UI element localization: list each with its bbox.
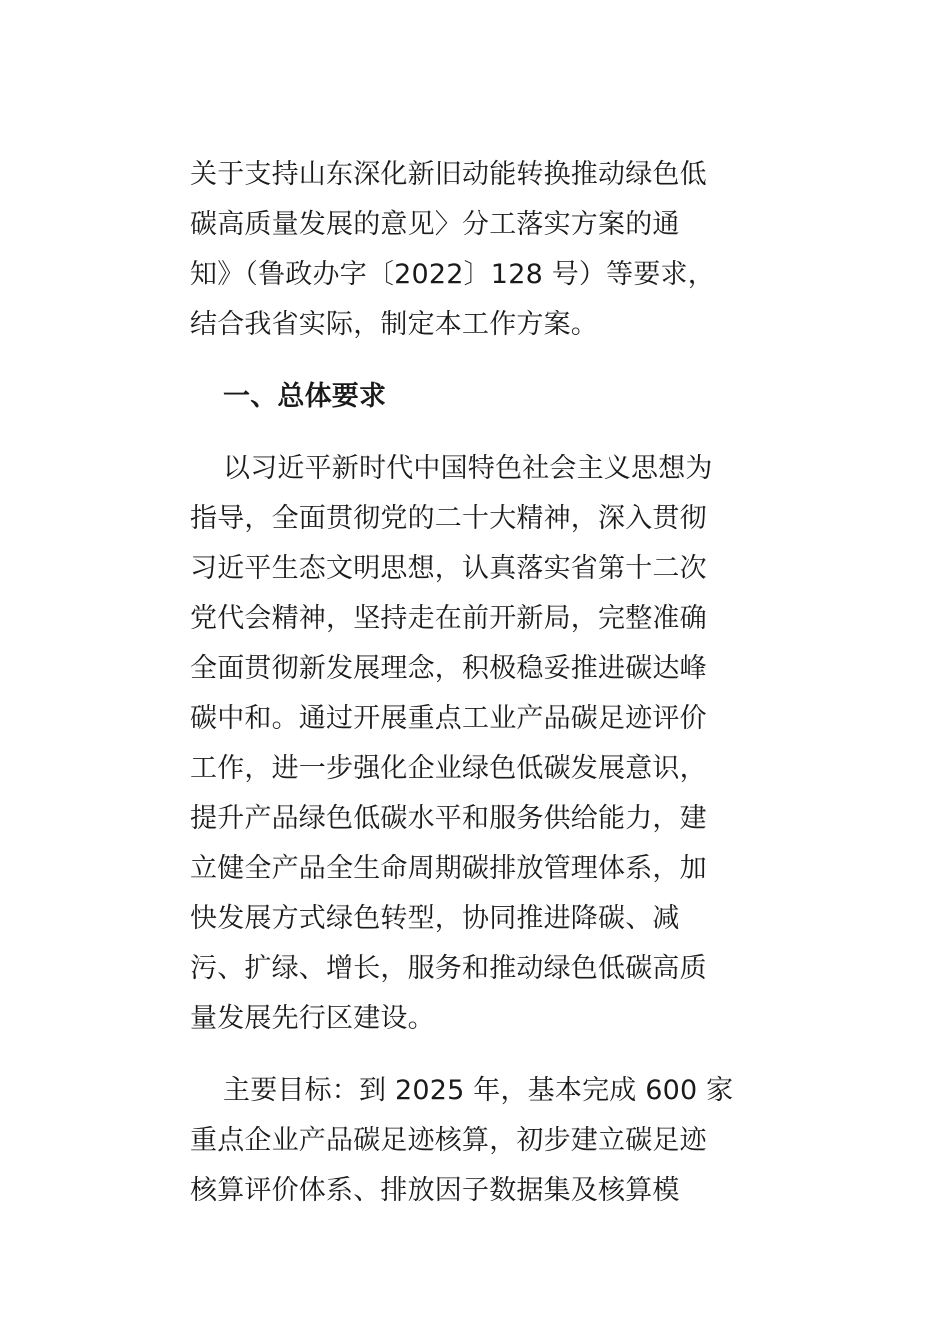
text-line: 指导，全面贯彻党的二十大精神，深入贯彻 xyxy=(190,503,707,534)
text-line: 污、扩绿、增长，服务和推动绿色低碳高质 xyxy=(190,953,707,984)
document-page xyxy=(190,150,760,1216)
text-line: 快发展方式绿色转型，协同推进降碳、减 xyxy=(190,903,680,934)
text-line: 关于支持山东深化新旧动能转换推动绿色低 xyxy=(190,159,707,190)
section-heading: 一、总体要求 xyxy=(223,381,387,412)
text-line: 工作，进一步强化企业绿色低碳发展意识， xyxy=(190,753,707,784)
goals-paragraph xyxy=(190,1066,760,1216)
text-line: 重点企业产品碳足迹核算，初步建立碳足迹 xyxy=(190,1125,707,1156)
text-line: 结合我省实际，制定本工作方案。 xyxy=(190,309,598,340)
text-line: 碳高质量发展的意见〉分工落实方案的通 xyxy=(190,209,680,240)
text-line: 碳中和。通过开展重点工业产品碳足迹评价 xyxy=(190,703,707,734)
text-line: 核算评价体系、排放因子数据集及核算模 xyxy=(190,1175,680,1206)
guidance-paragraph xyxy=(190,444,760,1044)
text-line: 量发展先行区建设。 xyxy=(190,1003,435,1034)
text-line: 立健全产品全生命周期碳排放管理体系，加 xyxy=(190,853,707,884)
intro-paragraph xyxy=(190,150,760,350)
text-line: 党代会精神，坚持走在前开新局，完整准确 xyxy=(190,603,707,634)
text-line: 习近平生态文明思想，认真落实省第十二次 xyxy=(190,553,707,584)
text-line: 主要目标：到 2025 年，基本完成 600 家 xyxy=(223,1075,734,1106)
text-line: 全面贯彻新发展理念，积极稳妥推进碳达峰 xyxy=(190,653,707,684)
text-line: 以习近平新时代中国特色社会主义思想为 xyxy=(223,453,713,484)
text-line: 提升产品绿色低碳水平和服务供给能力，建 xyxy=(190,803,707,834)
text-line: 知》（鲁政办字〔2022〕128 号）等要求， xyxy=(190,259,715,290)
